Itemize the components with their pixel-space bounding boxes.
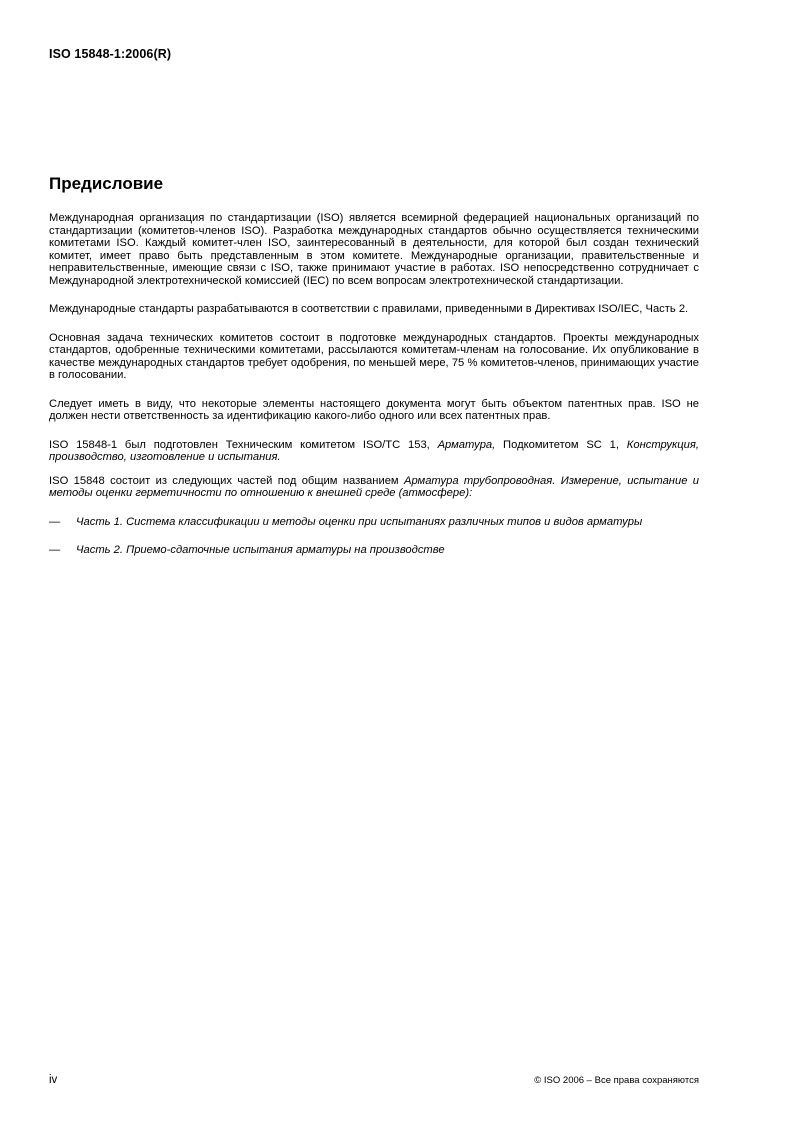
prepared-by-lead: ISO 15848-1 был подготовлен Техническим комитетом ISO/TC 153, — [49, 438, 438, 451]
paragraph-committee-task: Основная задача технических комитетов состоит в подготовке международных стандартов. Проекты международных стандартов, одобренные техническими комитетами, рассылаются комитетам-членам на голосование. Их опубликование в качестве международных стандартов требует одобрения, по меньшей мере, 75 % комитетов-членов, принимающих участие в голосовании. — [49, 331, 699, 381]
series-lead: ISO 15848 состоит из следующих частей под общим названием — [49, 474, 404, 487]
list-dash: — — [49, 544, 61, 556]
paragraph-patent-rights: Следует иметь в виду, что некоторые элементы настоящего документа могут быть объектом патентных прав. ISO не должен нести ответственность за идентификацию какого-либо одного или всех патентных прав. — [49, 397, 699, 422]
paragraph-prepared-by — [49, 439, 699, 464]
committee-name: Арматура, — [437, 438, 496, 451]
paragraph-iso-organization: Международная организация по стандартизации (ISO) является всемирной федерацией национальных организаций по стандартизации (комитетов-членов ISO). Разработка международных стандартов обычно осуществляется техническими комитетами ISO. Каждый комитет-член ISO, заинтересованный в деятельности, для которой был создан технический комитет, имеет право быть представленным в этом комитете. Международные организации, правительственные и неправительственные, имеющие связи с ISO, также принимают участие в работах. ISO непосредственно сотрудничает с Международной электротехнической комиссией (IEC) по всем вопросам электротехнической стандартизации. — [49, 212, 699, 287]
list-item — [49, 516, 699, 529]
paragraph-series-parts — [49, 475, 699, 500]
page-title: Предисловие — [49, 174, 164, 193]
page-number: iv — [49, 1074, 58, 1086]
list-item — [49, 544, 699, 557]
foreword-body — [49, 212, 699, 573]
series-title: Арматура трубопроводная. Измерение, испытание и методы оценки герметичности по отношению к внешней среде (атмосфере): — [49, 474, 699, 499]
document-code: ISO 15848-1:2006(R) — [49, 47, 172, 61]
parts-list — [49, 516, 699, 557]
part-title: Часть 1. Система классификации и методы оценки при испытаниях различных типов и видов арматуры — [76, 515, 643, 528]
part-title: Часть 2. Приемо-сдаточные испытания арматуры на производстве — [76, 544, 445, 556]
paragraph-directives: Международные стандарты разрабатываются в соответствии с правилами, приведенными в Директивах ISO/IEC, Часть 2. — [49, 303, 689, 315]
prepared-by-mid: Подкомитетом SC 1, — [495, 438, 627, 451]
copyright-notice: © ISO 2006 – Все права сохраняются — [534, 1075, 699, 1086]
subcommittee-name: Конструкция, производство, изготовление и испытания. — [49, 438, 699, 463]
list-dash: — — [49, 515, 61, 528]
